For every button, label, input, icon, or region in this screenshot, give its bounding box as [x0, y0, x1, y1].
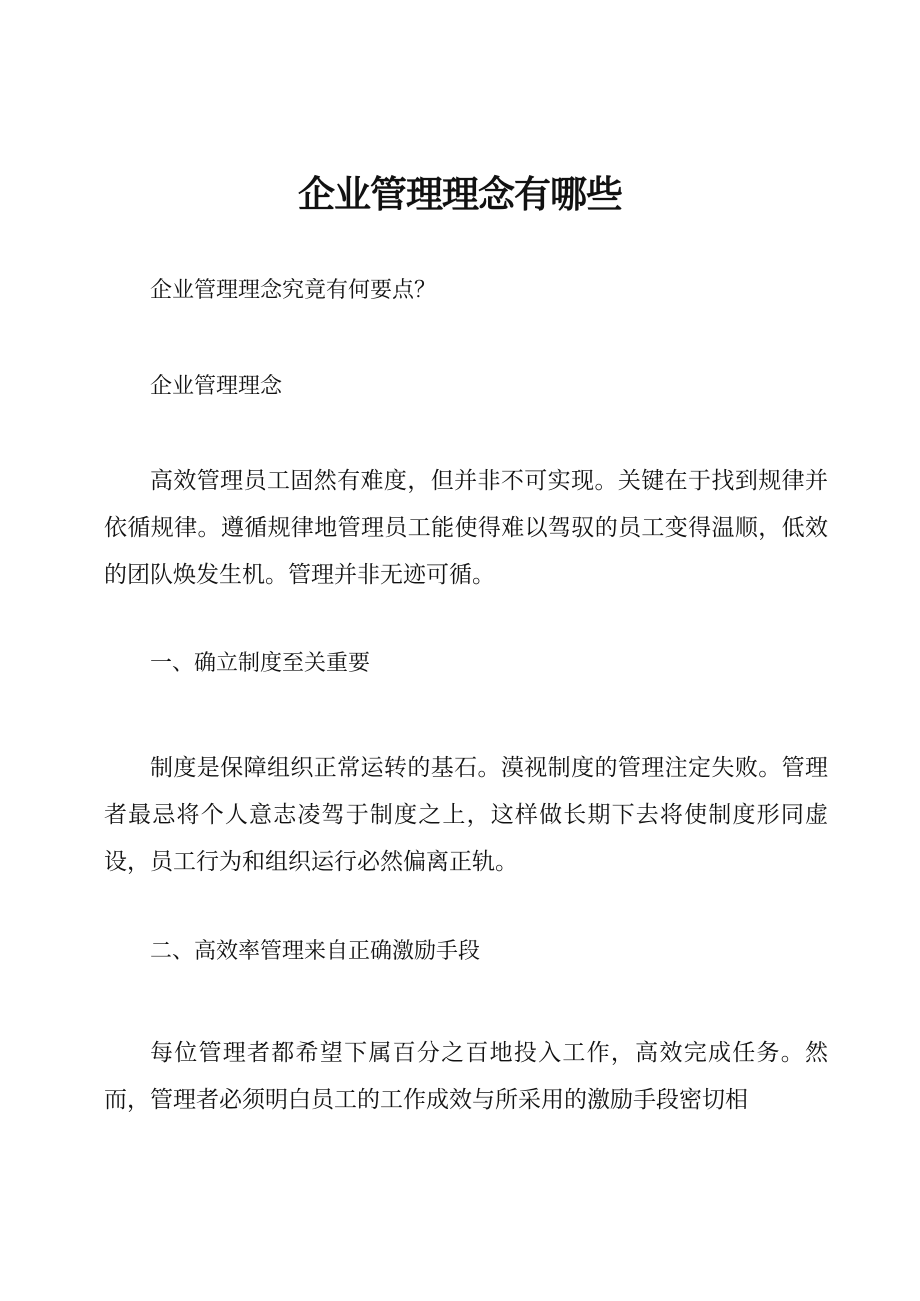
paragraph-section-2: 每位管理者都希望下属百分之百地投入工作，高效完成任务。然而，管理者必须明白员工的工作成效与所采用的激励手段密切相: [104, 1040, 828, 1113]
section-heading-2: 二、高效率管理来自正确激励手段: [150, 939, 481, 964]
document-title: 企业管理理念有哪些: [298, 173, 622, 216]
section-heading-1: 一、确立制度至关重要: [150, 651, 371, 676]
paragraph-section-1: 制度是保障组织正常运转的基石。漠视制度的管理注定失败。管理者最忌将个人意志凌驾于制度之上，这样做长期下去将使制度形同虚设，员工行为和组织运行必然偏离正轨。: [104, 755, 828, 875]
intro-question: 企业管理理念究竟有何要点？: [150, 278, 437, 303]
section-subheading: 企业管理理念: [150, 374, 283, 399]
paragraph-intro: 高效管理员工固然有难度，但并非不可实现。关键在于找到规律并依循规律。遵循规律地管理员工能使得难以驾驭的员工变得温顺，低效的团队焕发生机。管理并非无迹可循。: [104, 468, 828, 588]
